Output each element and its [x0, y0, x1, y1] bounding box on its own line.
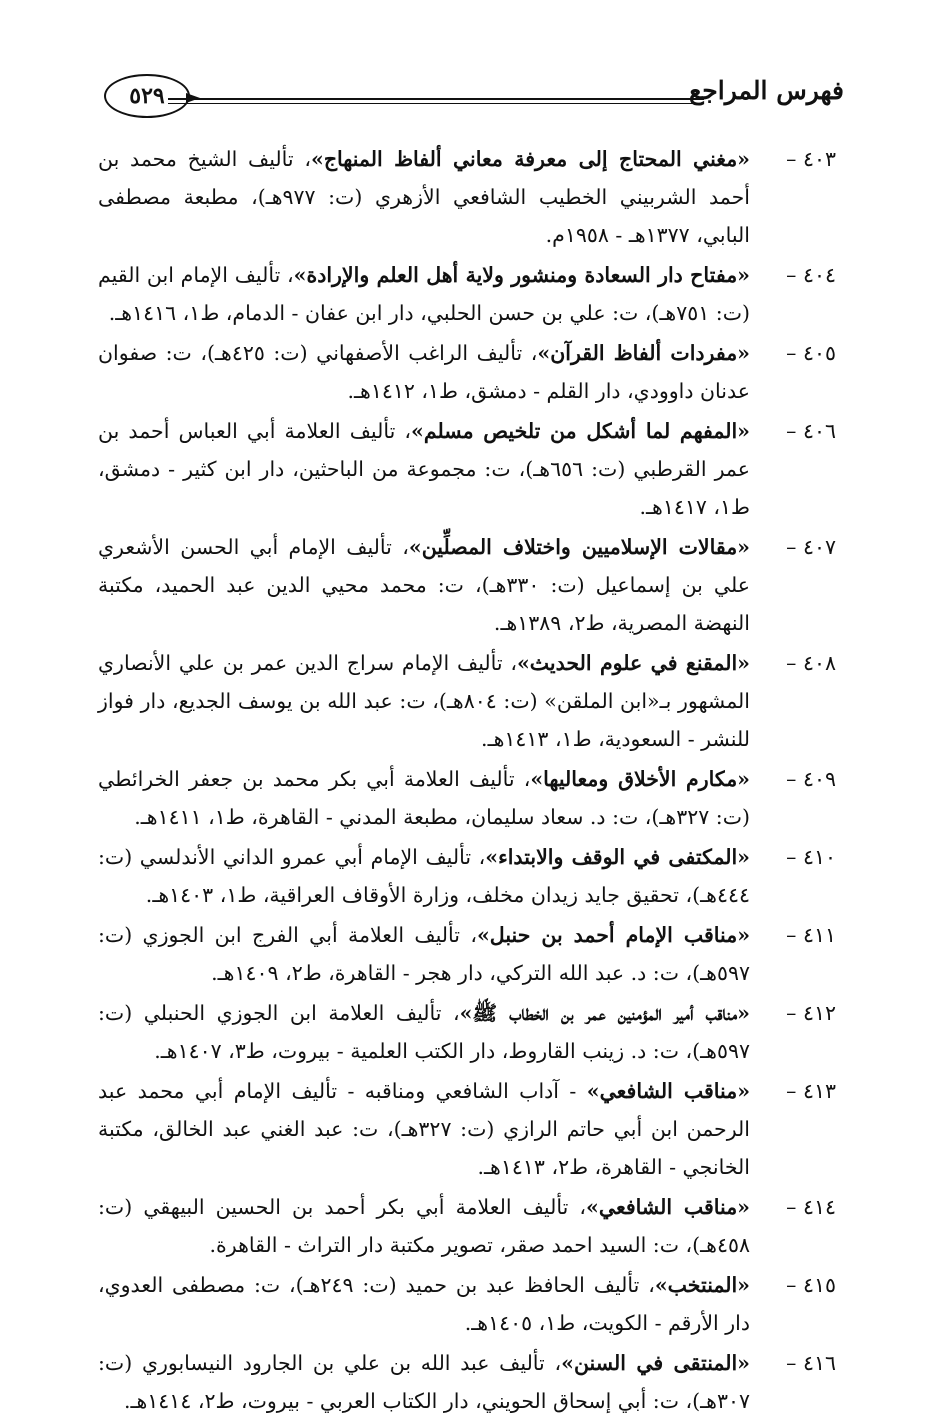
book-title: «المنتقى في السنن» — [561, 1351, 750, 1375]
entry-number: ٤٠٨ – — [786, 651, 836, 675]
entry-number: ٤١٣ – — [786, 1079, 836, 1103]
book-title: «مفتاح دار السعادة ومنشور ولاية أهل العلم والإرادة» — [293, 263, 750, 287]
entry-details: - آداب الشافعي ومناقبه - تأليف الإمام أبي محمد عبد الرحمن ابن أبي حاتم الرازي (ت: ٣٢٧هـ)، ت: عبد الغني عبد الخالق، مكتبة الخانجي - القاهرة، ط٢، ١٤١٣هـ. — [98, 1079, 750, 1179]
book-title: «المكتفى في الوقف والابتداء» — [485, 845, 750, 869]
entry-details: ، تأليف العلامة أبي العباس أحمد بن عمر القرطبي (ت: ٦٥٦هـ)، ت: مجموعة من الباحثين، دار ابن كثير - دمشق، ط١، ١٤١٧هـ. — [98, 419, 750, 519]
entry-number: ٤١٥ – — [786, 1273, 836, 1297]
book-title: «مكارم الأخلاق ومعاليها» — [530, 767, 750, 791]
entry-details: ، تأليف العلامة ابن الجوزي الحنبلي (ت: ٥٩٧هـ)، ت: د. زينب القاروط، دار الكتب العلمية - بيروت، ط٣، ١٤٠٧هـ. — [98, 1001, 750, 1063]
reference-entry — [98, 916, 836, 992]
book-title: «مفردات ألفاظ القرآن» — [537, 341, 750, 365]
entry-number: ٤٠٧ – — [786, 535, 836, 559]
reference-entry — [98, 334, 836, 410]
entry-details: ، تأليف عبد الله بن علي بن الجارود النيسابوري (ت: ٣٠٧هـ)، ت: أبي إسحاق الحويني، دار الكتاب العربي - بيروت، ط٢، ١٤١٤هـ. — [98, 1351, 750, 1413]
book-title: «مناقب أمير المؤمنين عمر بن الخطاب ﷺ» — [459, 1001, 750, 1025]
reference-entry — [98, 644, 836, 758]
book-title: «مقالات الإسلاميين واختلاف المصلِّين» — [408, 535, 750, 559]
entry-number: ٤٠٩ – — [786, 767, 836, 791]
reference-entry — [98, 528, 836, 642]
entry-number: ٤٠٦ – — [786, 419, 836, 443]
reference-entry — [98, 256, 836, 332]
reference-entry — [98, 412, 836, 526]
book-title: «المفهم لما أشكل من تلخيص مسلم» — [411, 419, 750, 443]
reference-entry — [98, 1072, 836, 1186]
entry-details: ، تأليف العلامة أبي بكر أحمد بن الحسين البيهقي (ت: ٤٥٨هـ)، ت: السيد احمد صقر، تصوير مكتبة دار التراث - القاهرة. — [98, 1195, 750, 1257]
entry-number: ٤١٤ – — [786, 1195, 836, 1219]
entry-details: ، تأليف الإمام أبي الحسن الأشعري علي بن إسماعيل (ت: ٣٣٠هـ)، ت: محمد محيي الدين عبد الحميد، مكتبة النهضة المصرية، ط٢، ١٣٨٩هـ. — [98, 535, 750, 635]
reference-entry — [98, 140, 836, 254]
references-list — [98, 140, 836, 1422]
entry-number: ٤١٠ – — [786, 845, 836, 869]
entry-number: ٤٠٤ – — [786, 263, 836, 287]
entry-details: ، تأليف الحافظ عبد بن حميد (ت: ٢٤٩هـ)، ت: مصطفى العدوي، دار الأرقم - الكويت، ط١، ١٤٠٥هـ. — [98, 1273, 750, 1335]
book-title: «مناقب الإمام أحمد بن حنبل» — [476, 923, 751, 947]
reference-entry — [98, 1266, 836, 1342]
entry-number: ٤١٢ – — [786, 1001, 836, 1025]
reference-entry — [98, 838, 836, 914]
page-title: فهرس المراجع — [688, 76, 844, 105]
entry-number: ٤١٦ – — [786, 1351, 836, 1375]
reference-entry — [98, 1344, 836, 1420]
book-title: «المنتخب» — [654, 1273, 750, 1297]
page-number: ٥٢٩ — [104, 74, 190, 118]
entry-details: ، تأليف الإمام أبي عمرو الداني الأندلسي (ت: ٤٤٤هـ)، تحقيق جايد زيدان مخلف، وزارة الأوقاف العراقية، ط١، ١٤٠٣هـ. — [98, 845, 750, 907]
book-title: «المقنع في علوم الحديث» — [516, 651, 750, 675]
entry-number: ٤٠٣ – — [786, 147, 836, 171]
entry-number: ٤٠٥ – — [786, 341, 836, 365]
book-title: «مناقب الشافعي» — [586, 1079, 751, 1103]
entry-details: ، تأليف الراغب الأصفهاني (ت: ٤٢٥هـ)، ت: صفوان عدنان داوودي، دار القلم - دمشق، ط١، ١٤١٢هـ. — [98, 341, 750, 403]
book-title: «مغني المحتاج إلى معرفة معاني ألفاظ المنهاج» — [311, 147, 750, 171]
page-header — [96, 70, 844, 126]
entry-details: ، تأليف العلامة أبي الفرج ابن الجوزي (ت: ٥٩٧هـ)، ت: د. عبد الله التركي، دار هجر - القاهرة، ط٢، ١٤٠٩هـ. — [98, 923, 750, 985]
header-divider — [168, 98, 704, 104]
reference-entry — [98, 760, 836, 836]
book-title: «مناقب الشافعي» — [586, 1195, 750, 1219]
entry-details: ، تأليف الشيخ محمد بن أحمد الشربيني الخطيب الشافعي الأزهري (ت: ٩٧٧هـ)، مطبعة مصطفى البابي، ١٣٧٧هـ - ١٩٥٨م. — [98, 147, 751, 247]
entry-details: ، تأليف العلامة أبي بكر محمد بن جعفر الخرائطي (ت: ٣٢٧هـ)، ت: د. سعاد سليمان، مطبعة المدني - القاهرة، ط١، ١٤١١هـ. — [98, 767, 750, 829]
reference-entry — [98, 1188, 836, 1264]
entry-details: ، تأليف الإمام سراج الدين عمر بن علي الأنصاري المشهور بـ«ابن الملقن» (ت: ٨٠٤هـ)، ت: عبد الله بن يوسف الجديع، دار فواز للنشر - السعودية، ط١، ١٤١٣هـ. — [98, 651, 750, 751]
reference-entry — [98, 994, 836, 1070]
entry-details: ، تأليف الإمام ابن القيم (ت: ٧٥١هـ)، ت: علي بن حسن الحلبي، دار ابن عفان - الدمام، ط١، ١٤١٦هـ. — [98, 263, 750, 325]
entry-number: ٤١١ – — [786, 923, 836, 947]
